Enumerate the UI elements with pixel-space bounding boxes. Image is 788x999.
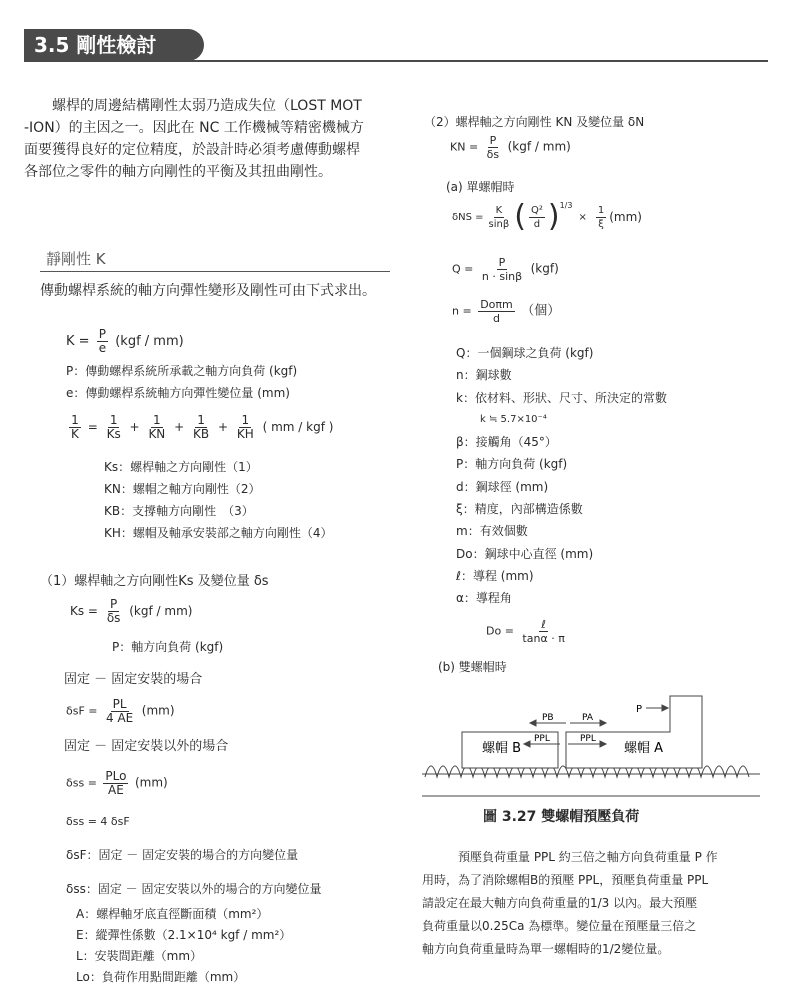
intro-line: 螺桿的周邊結構剛性太弱乃造成失位（LOST MOT: [52, 98, 362, 114]
closing-line: 負荷重量以0.25Ca 為標準。變位量在預壓量三倍之: [422, 919, 697, 933]
definition-k: k：依材料、形狀、尺寸、所決定的常數: [456, 390, 667, 405]
closing-paragraph: [422, 846, 718, 961]
definition-e: e：傳動螺桿系統軸方向彈性變位量 (mm): [66, 386, 290, 400]
right-paren: ): [547, 199, 560, 234]
eq-num: PL: [112, 697, 127, 711]
section-1-heading: （1）螺桿軸之方向剛性Ks 及變位量 δs: [40, 574, 269, 589]
intro-paragraph: [24, 95, 364, 183]
frac-den: KB: [193, 427, 210, 441]
eq-unit: (kgf / mm): [129, 604, 193, 618]
frac-num: 1: [71, 413, 79, 427]
eq-lhs: δNS =: [452, 211, 484, 223]
nut-a-body: [566, 696, 702, 768]
eq-den: sinβ: [488, 218, 510, 230]
definition-alpha: α：導程角: [456, 591, 512, 606]
definition-p-right: P：軸方向負荷 (kgf): [456, 457, 568, 472]
eq-unit: (mm): [134, 775, 168, 790]
definition-l: L：安裝間距離（mm）: [76, 949, 203, 963]
label-p: P: [636, 704, 643, 715]
main-definitions: [66, 360, 297, 404]
frac-den: KH: [236, 427, 254, 441]
times-sign: ×: [578, 211, 587, 223]
eq-den: δs: [486, 148, 500, 161]
eq-den: d: [492, 312, 500, 325]
plus-sign: +: [129, 420, 140, 434]
eq-num: P: [110, 597, 118, 611]
eq-num: P: [489, 134, 497, 147]
closing-line: 請設定在最大軸方向負荷重量的1/3 以內。最大預壓: [422, 896, 698, 910]
definition-axial-load: P：軸方向負荷 (kgf): [112, 640, 224, 654]
closing-line: 預壓負荷重量 PPL 約三倍之軸方向負荷重量 P 作: [458, 850, 718, 864]
closing-line: 用時，為了消除螺帽B的預壓 PPL，預壓負荷重量 PPL: [422, 873, 709, 887]
eq-lhs: Ks =: [70, 604, 98, 618]
eq-num: 1: [597, 204, 605, 216]
equation-dss: [66, 770, 168, 797]
definition-dsf: δsF：固定 － 固定安裝的場合的方向變位量: [66, 848, 299, 862]
eq-den: δs: [106, 611, 121, 625]
intro-line: 面要獲得良好的定位精度，於設計時必須考慮傳動螺桿: [24, 142, 360, 158]
exponent: 1/3: [559, 200, 573, 210]
intro-line: 各部位之零件的軸方向剛性的平衡及其扭曲剛性。: [24, 164, 332, 180]
static-stiffness-heading: 靜剛性 K: [46, 250, 106, 268]
intro-line: -ION）的主因之一。因此在 NC 工作機械等精密機械方: [24, 120, 364, 136]
frac-num: 1: [109, 413, 118, 427]
eq-unit: (kgf): [530, 261, 559, 276]
definition-ks: Ks：螺桿軸之方向剛性（1）: [104, 460, 258, 474]
eq-unit: ( mm / kgf ): [262, 420, 334, 434]
closing-line: 軸方向負荷重量時為單一螺帽時的1/2變位量。: [422, 942, 670, 956]
definition-m: m：有效個數: [456, 524, 528, 539]
frac-num: 1: [197, 413, 205, 427]
eq-unit: (mm): [609, 210, 642, 224]
frac-num: 1: [153, 413, 161, 427]
eq-lhs: K =: [66, 334, 90, 349]
constant-definitions: [76, 904, 291, 988]
eq-unit: (mm): [141, 703, 175, 718]
static-description: 傳動螺桿系統的軸方向彈性變形及剛性可由下式求出。: [40, 283, 376, 299]
heading-rule: [40, 271, 390, 272]
equation-n: [452, 298, 560, 325]
definition-kb: KB：支撐軸方向剛性 （3）: [104, 504, 254, 518]
plus-sign: +: [174, 420, 185, 434]
right-definitions: [456, 342, 667, 610]
double-nut-heading: (b) 雙螺帽時: [438, 660, 507, 674]
k-definitions: [104, 456, 333, 544]
equation-ks: [70, 598, 192, 625]
equation-do: [486, 618, 570, 645]
section-2-heading: （2）螺桿軸之方向剛性 KN 及變位量 δN: [424, 115, 645, 129]
delta-definitions: [66, 838, 321, 906]
eq-num: P: [498, 256, 506, 269]
label-pb: PB: [542, 713, 554, 723]
eq-sign: =: [87, 420, 98, 434]
fixed-fixed-case: 固定 － 固定安裝的場合: [64, 672, 203, 687]
figure-caption: 圖 3.27 雙螺帽預壓負荷: [483, 809, 640, 825]
definition-a: A：螺桿軸牙底直徑斷面積（mm²）: [76, 907, 269, 921]
eq-num: Doπm: [480, 298, 513, 311]
single-nut-heading: (a) 單螺帽時: [446, 180, 515, 194]
eq-num: ℓ: [541, 618, 546, 631]
label-pa: PA: [582, 713, 594, 723]
eq-den: tanα · π: [522, 632, 565, 645]
equation-q: [452, 256, 559, 283]
eq-unit: (kgf / mm): [115, 334, 184, 349]
frac-den: KN: [148, 427, 166, 441]
eq-den: d: [533, 218, 541, 230]
definition-dss: δss：固定 － 固定安裝以外的場合的方向變位量: [66, 882, 322, 896]
definition-p: P：傳動螺桿系統所承載之軸方向負荷 (kgf): [66, 364, 298, 378]
equation-inverse-k: [66, 414, 333, 441]
definition-e-modulus: E：縱彈性係數（2.1×10⁴ kgf / mm²）: [76, 928, 292, 942]
eq-num: P: [98, 327, 107, 341]
eq-num: K: [495, 204, 503, 216]
frac-num: 1: [241, 413, 250, 427]
label-nut-a: 螺帽 A: [624, 741, 664, 756]
equation-kn: [450, 134, 571, 161]
definition-kh: KH：螺帽及軸承安裝部之軸方向剛性（4）: [104, 526, 333, 540]
definition-beta: β：接觸角（45°）: [456, 435, 557, 450]
eq-den: e: [98, 341, 107, 355]
eq-lhs: KN =: [450, 140, 479, 154]
eq-lhs: δss =: [66, 776, 97, 790]
definition-lo: Lo：負荷作用點間距離（mm）: [76, 970, 246, 984]
eq-num: PLo: [105, 769, 127, 783]
frac-den: K: [71, 427, 79, 441]
eq-lhs: δsF =: [66, 704, 98, 718]
eq-lhs: Q =: [452, 262, 474, 276]
definition-lead: ℓ：導程 (mm): [456, 568, 534, 583]
definition-kn: KN：螺帽之軸方向剛性（2）: [104, 482, 261, 496]
section-title: 3.5 剛性檢討: [24, 29, 204, 61]
plus-sign: +: [217, 420, 229, 434]
double-nut-figure: [420, 692, 770, 800]
eq-unit: (kgf / mm): [507, 139, 571, 154]
eq-den: n · sinβ: [481, 270, 523, 283]
definition-n: n：鋼球數: [456, 368, 512, 383]
eq-den: ξ: [598, 218, 604, 230]
definition-k-value: k ≒ 5.7×10⁻⁴: [480, 413, 547, 425]
label-ppl-a: PPL: [580, 734, 596, 744]
left-paren: (: [514, 199, 526, 234]
frac-den: Ks: [106, 427, 121, 441]
label-nut-b: 螺帽 B: [482, 741, 522, 756]
definition-d: d：鋼球徑 (mm): [456, 479, 549, 494]
screw-threads: [422, 766, 760, 796]
label-ppl-b: PPL: [534, 734, 550, 744]
eq-num: Q²: [530, 204, 543, 216]
title-rule: [24, 60, 768, 62]
definition-xi: ξ：精度，內部構造係數: [456, 502, 583, 517]
equation-dsf: [66, 698, 175, 725]
definition-q: Q：一個鋼球之負荷 (kgf): [456, 346, 594, 360]
equation-dns: [452, 199, 642, 234]
other-case: 固定 － 固定安裝以外的場合: [64, 739, 229, 754]
eq-unit: （個）: [521, 303, 561, 319]
equation-relation: δss = 4 δsF: [66, 815, 130, 828]
eq-lhs: n =: [452, 304, 472, 318]
eq-lhs: Do =: [486, 624, 514, 638]
eq-den: 4 AE: [106, 711, 134, 725]
definition-do: Do：鋼球中心直徑 (mm): [456, 546, 594, 561]
eq-den: AE: [108, 783, 124, 797]
equation-k: [66, 328, 184, 355]
